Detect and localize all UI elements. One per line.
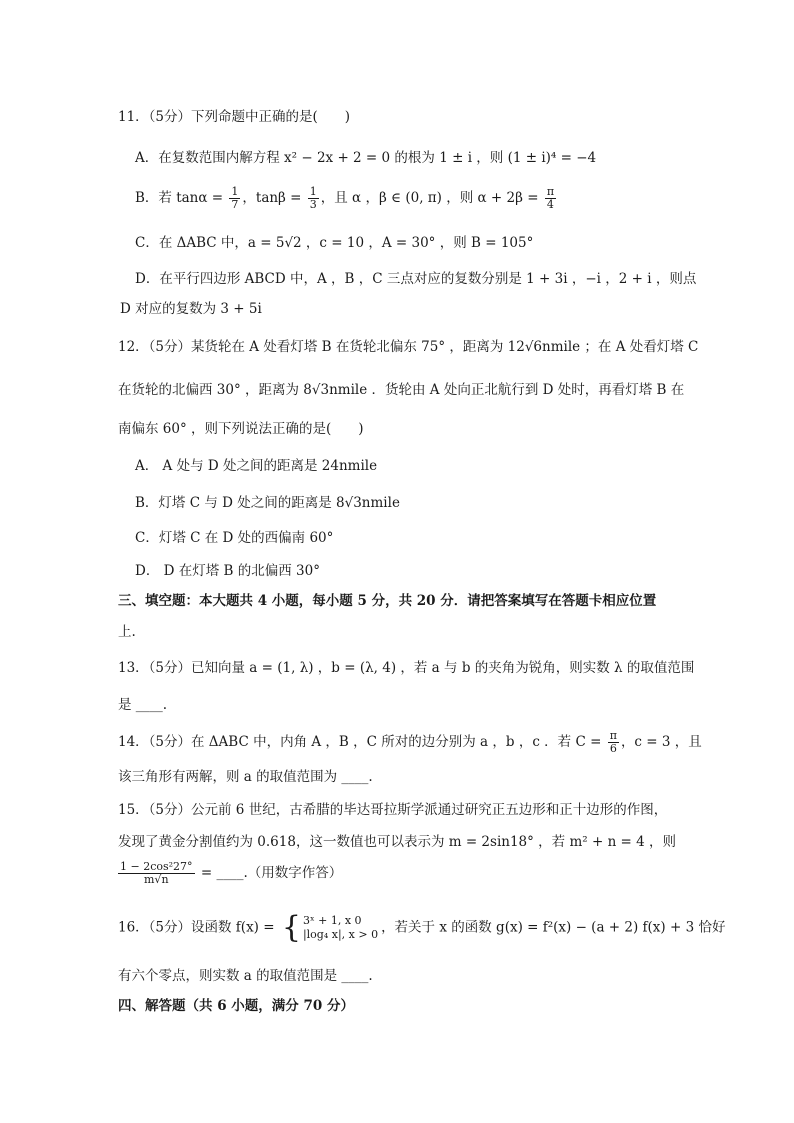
fraction: $\frac{1}{7}$ xyxy=(231,185,239,211)
q11-option-d: D．在平行四边形 ABCD 中，A ，B ，C 三点对应的复数分别是 1 + 3i ，−i ，2 + i ，则点 xyxy=(135,271,697,287)
piecewise-function: { 3ˣ + 1, x 0 |log₄ x|, x > 0 xyxy=(281,910,379,945)
q15-line2: 发现了黄金分割值约为 0.618，这一数值也可以表示为 m = 2sin18° ，若 m² + n = 4 ，则 xyxy=(118,834,677,850)
q12-option-a: A． A 处与 D 处之间的距离是 24nmile xyxy=(135,458,378,474)
q11-option-d-cont: D 对应的复数为 3 + 5i xyxy=(120,301,262,317)
q16-line2: 有六个零点，则实数 a 的取值范围是 ____. xyxy=(118,968,373,984)
q12-stem-line1: 12．（5分）某货轮在 A 处看灯塔 B 在货轮北偏东 75° ，距离为 12√6nmile ；在 A 处看灯塔 C xyxy=(118,339,699,355)
section4-heading: 四、解答题（共 6 小题，满分 70 分） xyxy=(118,998,354,1014)
q13-line2: 是 ____. xyxy=(118,697,168,713)
fraction: $\frac{\pi}{6}$ xyxy=(609,729,617,755)
fraction: $\frac{1}{3}$ xyxy=(309,185,317,211)
q12-stem-line3: 南偏东 60° ，则下列说法正确的是( ) xyxy=(118,421,364,437)
section3-heading: 三、填空题：本大题共 4 小题，每小题 5 分，共 20 分．请把答案填写在答题卡相应位置 xyxy=(118,593,657,609)
q15-line3: $\frac{\text{1 − 2cos²27°}}{m√n}$ = ____.（用数字作答） xyxy=(120,860,343,886)
section3-heading-cont: 上. xyxy=(118,624,136,640)
q14-line1: 14．（5分）在 ΔABC 中，内角 A ，B ，C 所对的边分别为 a ，b ，c ．若 C = $\frac{\pi}{6}$ ，c = 3 ，且 xyxy=(118,729,702,755)
q16-line1: 16．（5分）设函数 f(x) = { 3ˣ + 1, x 0 |log₄ x|, x > 0 ，若关于 x 的函数 g(x) = f²(x) − (a + 2) f(x) + 3 恰好 xyxy=(118,910,726,945)
q11-option-b: B．若 tanα = $\frac{1}{7}$ ，tanβ = $\frac{1}{3}$ ，且 α ，β ∈ (0, π) ，则 α + 2β = $\frac{\pi}{4}$ xyxy=(135,185,555,211)
fraction: $\frac{\pi}{4}$ xyxy=(546,185,555,211)
q15-line1: 15．（5分）公元前 6 世纪，古希腊的毕达哥拉斯学派通过研究正五边形和正十边形的作图， xyxy=(118,802,668,818)
q12-option-d: D． D 在灯塔 B 的北偏西 30° xyxy=(135,563,320,579)
q11-option-a: A．在复数范围内解方程 x² − 2x + 2 = 0 的根为 1 ± i ，则 (1 ± i)⁴ = −4 xyxy=(135,150,597,166)
q11-option-c: C．在 ΔABC 中，a = 5√2 ，c = 10 ，A = 30° ，则 B = 105° xyxy=(135,235,534,251)
fraction: $\frac{\text{1 − 2cos²27°}}{m√n}$ xyxy=(120,860,193,886)
q14-line2: 该三角形有两解，则 a 的取值范围为 ____. xyxy=(118,769,373,785)
q13-line1: 13．（5分）已知向量 a = (1, λ) ，b = (λ, 4) ，若 a 与 b 的夹角为锐角，则实数 λ 的取值范围 xyxy=(118,660,695,676)
q12-stem-line2: 在货轮的北偏西 30° ，距离为 8√3nmile ．货轮由 A 处向正北航行到 D 处时，再看灯塔 B 在 xyxy=(118,382,685,398)
q12-option-b: B．灯塔 C 与 D 处之间的距离是 8√3nmile xyxy=(135,495,400,511)
q11-stem: 11．（5分）下列命题中正确的是( ) xyxy=(118,109,351,125)
q12-option-c: C．灯塔 C 在 D 处的西偏南 60° xyxy=(135,530,334,546)
